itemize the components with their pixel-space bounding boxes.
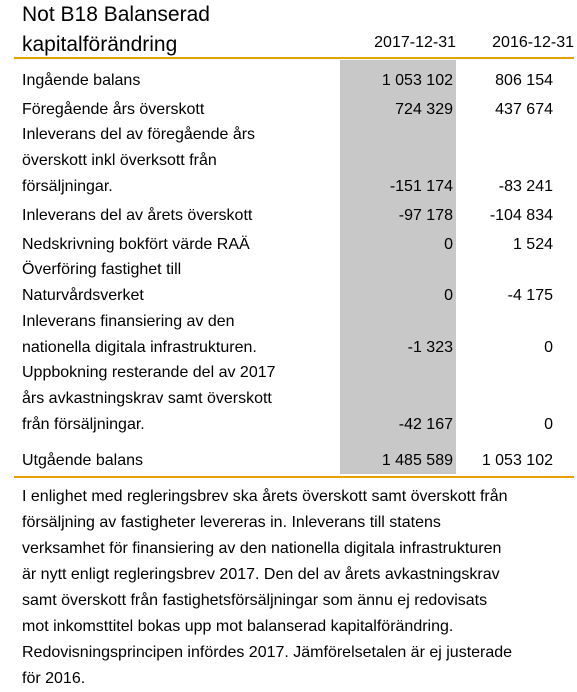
table-row-value-2016: 437 674 [495,101,553,118]
table-row-value-2017: 1 485 589 [381,452,453,469]
table-row-value-2017: -97 178 [398,207,453,224]
table-row-value-2017: -151 174 [389,178,453,195]
table-row-label: Inleverans del av föregående års överskott inkl överksott från försäljningar. [22,126,256,195]
table-row-label: Uppbokning resterande del av 2017 års avkastningskrav samt överskott från försäljningar. [22,364,276,433]
table-row-value-2016: -4 175 [507,287,553,304]
column-header-2017: 2017-12-31 [374,34,456,51]
table-row-label: Ingående balans [22,72,141,89]
note-title-line-1: Not B18 Balanserad [22,3,210,26]
table-row-value-2017: 724 329 [395,101,453,118]
table-row-label: Föregående års överskott [22,101,205,118]
table-row-value-2016: 0 [544,416,553,433]
table-row-value-2017: -42 167 [398,416,453,433]
column-header-2016: 2016-12-31 [492,34,574,51]
table-row-label: Inleverans del av årets överskott [22,207,253,224]
table-row-value-2016: 0 [544,339,553,356]
table-row-value-2016: 1 053 102 [481,452,553,469]
note-title-line-2: kapitalförändring [22,33,178,56]
table-row-value-2017: -1 323 [407,339,453,356]
table-row-value-2016: 1 524 [512,236,553,253]
table-row-value-2016: 806 154 [495,72,553,89]
table-row-value-2017: 0 [444,236,453,253]
table-row-label: Utgående balans [22,452,143,469]
note-paragraph: I enlighet med regleringsbrev ska årets överskott samt överskott från försäljning av fastigheter levereras in. Inleverans till statens verksamhet för finansiering av den nationella digitala infrastrukturen är nytt enligt regleringsbrev 2017. Den del av årets avkastningskrav samt överskott från fastighetsförsäljningar som ännu ej redovisats mot inkomsttitel bokas upp mot balanserad kapitalförändring. Redovisningsprincipen infördes 2017. Jämförelsetalen är ej justerade för 2016. [22,488,513,687]
table-row-value-2017: 1 053 102 [381,72,453,89]
note-title [22,0,342,60]
table-row-value-2016: -104 834 [489,207,553,224]
table-row-label: Överföring fastighet till Naturvårdsverket [22,261,182,304]
table-row-label: Nedskrivning bokfört värde RAÄ [22,236,250,253]
table-top-rule [14,57,574,59]
table-bottom-rule [14,476,574,478]
table-row-label: Inleverans finansiering av den nationella digitala infrastrukturen. [22,313,257,356]
table-row-value-2016: -83 241 [498,178,553,195]
table-row-value-2017: 0 [444,287,453,304]
